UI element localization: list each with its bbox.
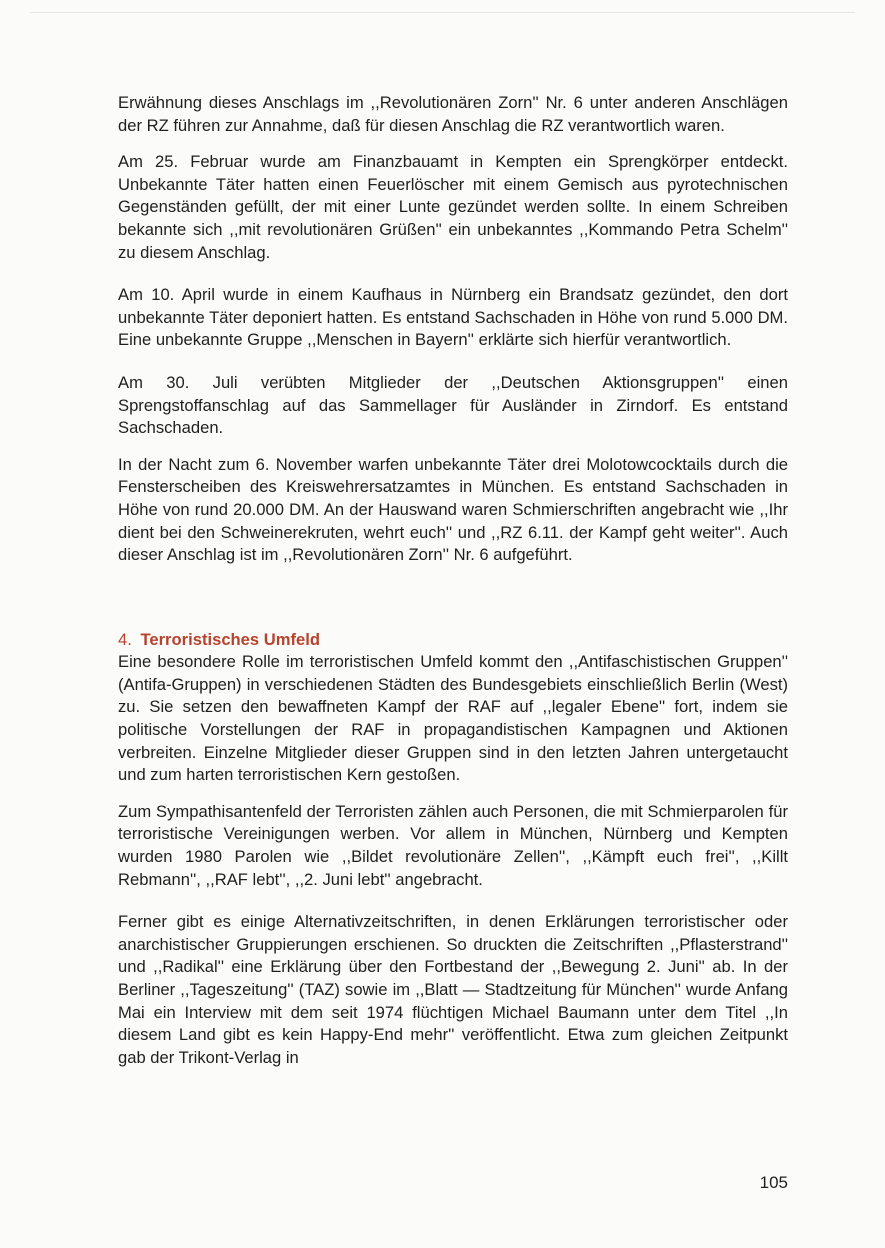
section-number: 4. (118, 629, 132, 649)
top-rule (30, 12, 855, 13)
section-heading (118, 629, 788, 652)
section-title: Terroristisches Umfeld (140, 629, 320, 649)
paragraph-rz-attribution: Erwähnung dieses Anschlags im ,,Revolutionären Zorn'' Nr. 6 unter anderen Anschlägen der RZ führen zur Annahme, daß für diesen Anschlag die RZ verantwortlich waren. (118, 93, 788, 135)
paragraph-zeitschriften: Ferner gibt es einige Alternativzeitschriften, in denen Erklärungen terroristischer oder anarchistischer Gruppierungen erschienen. So druckten die Zeitschriften ,,Pflasterstrand'' und ,,Radikal'' eine Erklärung über den Fortbestand der ,,Bewegung 2. Juni'' ab. In der Berliner ,,Tageszeitung'' (TAZ) sowie im ,,Blatt — Stadtzeitung für München'' wurde Anfang Mai ein Interview mit dem seit 1974 flüchtigen Michael Baumann unter dem Titel ,,In diesem Land gibt es kein Happy-End mehr'' veröffentlicht. Etwa zum gleichen Zeitpunkt gab der Trikont-Verlag in (118, 912, 788, 1067)
paragraph-zirndorf: Am 30. Juli verübten Mitglieder der ,,Deutschen Aktionsgruppen'' einen Sprengstoffanschlag auf das Sammellager für Ausländer in Zirndorf. Es entstand Sachschaden. (118, 372, 788, 438)
paragraph-sympathisanten: Zum Sympathisantenfeld der Terroristen zählen auch Personen, die mit Schmierparolen für terroristische Vereinigungen werben. Vor allem in München, Nürnberg und Kempten wurden 1980 Parolen wie ,,Bildet revolutionäre Zellen'', ,,Kämpft euch frei'', ,,Killt Rebmann'', ,,RAF lebt'', ,,2. Juni lebt'' angebracht. (118, 801, 788, 889)
paragraph-antifa: Eine besondere Rolle im terroristischen Umfeld kommt den ,,Antifaschistischen Gruppen'' (Antifa-Gruppen) in verschiedenen Städten des Bundesgebiets einschließlich Berlin (West) zu. Sie setzen den bewaffneten Kampf der RAF auf ,,legaler Ebene'' fort, indem sie politische Vorstellungen der RAF in propagandistischen Kampagnen und Aktionen verbreiten. Einzelne Mitglieder dieser Gruppen sind in den letzten Jahren untergetaucht und zum harten terroristischen Kern gestoßen. (118, 652, 788, 785)
paragraph-kempten: Am 25. Februar wurde am Finanzbauamt in Kempten ein Sprengkörper entdeckt. Unbekannte Täter hatten einen Feuerlöscher mit einem Gemisch aus pyrotechnischen Gegenständen gefüllt, der mit einer Lunte gezündet werden sollte. In einem Schreiben bekannte sich ,,mit revolutionären Grüßen'' ein unbekanntes ,,Kommando Petra Schelm'' zu diesem Anschlag. (118, 152, 788, 262)
page-number: 105 (759, 1173, 788, 1192)
body-text (118, 92, 788, 1069)
paragraph-muenchen: In der Nacht zum 6. November warfen unbekannte Täter drei Molotowcocktails durch die Fensterscheiben des Kreiswehrersatzamtes in München. Es entstand Sachschaden in Höhe von rund 20.000 DM. An der Hauswand waren Schmierschriften angebracht wie ,,Ihr dient bei den Schweinerekruten, wehrt euch'' und ,,RZ 6.11. der Kampf geht weiter''. Auch dieser Anschlag ist im ,,Revolutionären Zorn'' Nr. 6 aufgeführt. (118, 454, 788, 565)
paragraph-nuernberg: Am 10. April wurde in einem Kaufhaus in Nürnberg ein Brandsatz gezündet, den dort unbekannte Täter deponiert hatten. Es entstand Sachschaden in Höhe von rund 5.000 DM. Eine unbekannte Gruppe ,,Menschen in Bayern'' erklärte sich hierfür verantwortlich. (118, 285, 788, 350)
